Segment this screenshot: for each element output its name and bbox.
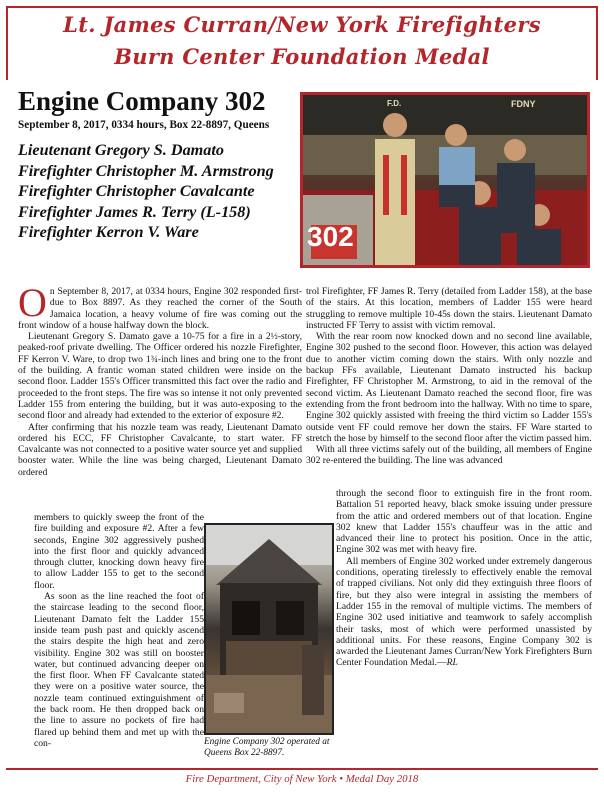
honoree-name: Firefighter Christopher M. Armstrong — [18, 161, 274, 180]
honoree-name: Firefighter Kerron V. Ware — [18, 223, 199, 241]
article-column-right-lower — [336, 488, 592, 669]
article-paragraph: n September 8, 2017, at 0334 hours, Engine 302 responded first-due to Box 8897. As they reached the corner of the South Jamaica location, a heavy volume of fire was coming out the front window of a house halfway down the block. — [18, 286, 302, 331]
article-column-right — [306, 286, 592, 467]
page-footer: Fire Department, City of New York • Medal Day 2018 — [185, 773, 419, 785]
article-paragraph — [336, 556, 592, 669]
article-paragraph: With the rear room now knocked down and no second line available, Engine 302 pushed to the second floor. However, this action was delayed due to another victim coming down the stairs. With only nozzle and backup FFs available, Lieutenant Damato instructed his backup Firefighter, FF Christopher M. Armstrong, to aid in the removal of the second victim. As Lieutenant Damato reached the second floor, fire was extending from the front bedroom into the hallway. With no time to spare, Engine 302 quickly assisted with freeing the third victim so Ladder 155's outside vent FF could remove her down the stairs. FF Ware started to stretch the hose by himself to the second floor after the victim passed him. — [306, 331, 592, 444]
photo-caption: Engine Company 302 operated at Queens Box 22-8897. — [204, 737, 330, 758]
article-paragraph: trol Firefighter, FF James R. Terry (detailed from Ladder 158), at the base of the stairs. At this location, members of Ladder 155 were heard struggling to remove multiple 10-45s down the stairs. Lieutenant Damato instructed FF Terry to assist with victim removal. — [306, 286, 592, 331]
medal-name-line-1: Lt. James Curran/New York Firefighters — [63, 12, 541, 37]
drop-cap: O — [18, 280, 47, 325]
incident-details: September 8, 2017, 0334 hours, Box 22-8897, Queens — [18, 119, 270, 131]
closing-text: All members of Engine 302 worked under extremely dangerous conditions, operating tirelessly to effectively enable the removal of trapped civilians. Not only did they extinguish three floors of fire, but they also were integral in assisting the members of Ladder 155 in the removal of multiple victims. The members of Engine 302 used initiative and teamwork to safely accomplish their tasks, most of which were performed unassisted by additional units. For these reasons, Engine Company 302 is awarded the Lieutenant James Curran/New York Firefighters Burn Center Foundation Medal.— — [336, 555, 592, 669]
medal-name-line-2: Burn Center Foundation Medal — [114, 44, 490, 69]
article-paragraph: With all three victims safely out of the building, all members of Engine 302 re-entered the building. The line was advanced — [306, 444, 592, 467]
author-initials: RL — [446, 657, 458, 669]
article-paragraph: through the second floor to extinguish fire in the front room. Battalion 51 reported heavy, black smoke issuing under pressure from the attic and ordered members out of that location. Engine 302 knew that Ladder 155's chauffeur was in the attic and advanced their line to protect his position. Once in the attic, Engine 302 was met with heavy fire. — [336, 488, 592, 556]
article-column-left-lower — [34, 512, 204, 749]
honoree-name: Firefighter Christopher Cavalcante — [18, 182, 255, 200]
article-column-left — [18, 280, 302, 478]
helmet-front-text: FDNY — [511, 99, 536, 109]
article-paragraph: After confirming that his nozzle team was ready, Lieutenant Damato ordered his ECC, FF Christopher Cavalcante, to start water. FF Cavalcante was not connected to a positive water source yet and supplied booster water. While the line was being charged, Lieutenant Damato ordered — [18, 421, 302, 478]
honoree-list — [18, 140, 300, 243]
helmet-front-text: F.D. — [387, 99, 402, 108]
article-paragraph: As soon as the line reached the foot of the staircase leading to the second floor, Lieutenant Damato felt the Ladder 155 inside team push past and quickly ascend the stairs despite the high heat and zero visibility. Engine 302 was still on booster water, but continued advancing deeper on the first floor. When FF Cavalcante stated they were on a positive water source, the nozzle team continued extinguishment of the back room. He then dropped back on the line to assure no pockets of fire had flared up behind them and met up with the con- — [34, 591, 204, 749]
firefighters-group-photo — [300, 92, 590, 268]
article-paragraph: members to quickly sweep the front of the fire building and exposure #2. After a few seconds, Engine 302 aggressively pushed into the first floor and quickly advanced through clutter, knocking down heavy fire to allow Ladder 155 to get to the second floor. — [34, 512, 204, 591]
honoree-name: Lieutenant Gregory S. Damato — [18, 141, 224, 159]
fire-scene-illustration — [206, 525, 332, 733]
fire-scene-photo — [204, 523, 334, 735]
page-title: Engine Company 302 — [18, 86, 266, 116]
engine-number-decal: 302 — [307, 221, 354, 252]
footer-rule — [6, 768, 598, 770]
honoree-name: Firefighter James R. Terry (L-158) — [18, 202, 251, 221]
article-paragraph: Lieutenant Gregory S. Damato gave a 10-75 for a fire in a 2½-story, peaked-roof private dwelling. The Officer ordered his nozzle Firefighter, FF Kerron V. Ware, to drop two 1¾-inch lines and bring one to the front of the building. A frantic woman stated children were inside on the second floor. Ladder 155's Officer transmitted this fact over the radio and proceeded to the front steps. The fire was so intense it not only prevented Ladder 155 from entering the building, but it was auto-exposing to the second floor and already had extended to the exterior of exposure #2. — [18, 331, 302, 422]
